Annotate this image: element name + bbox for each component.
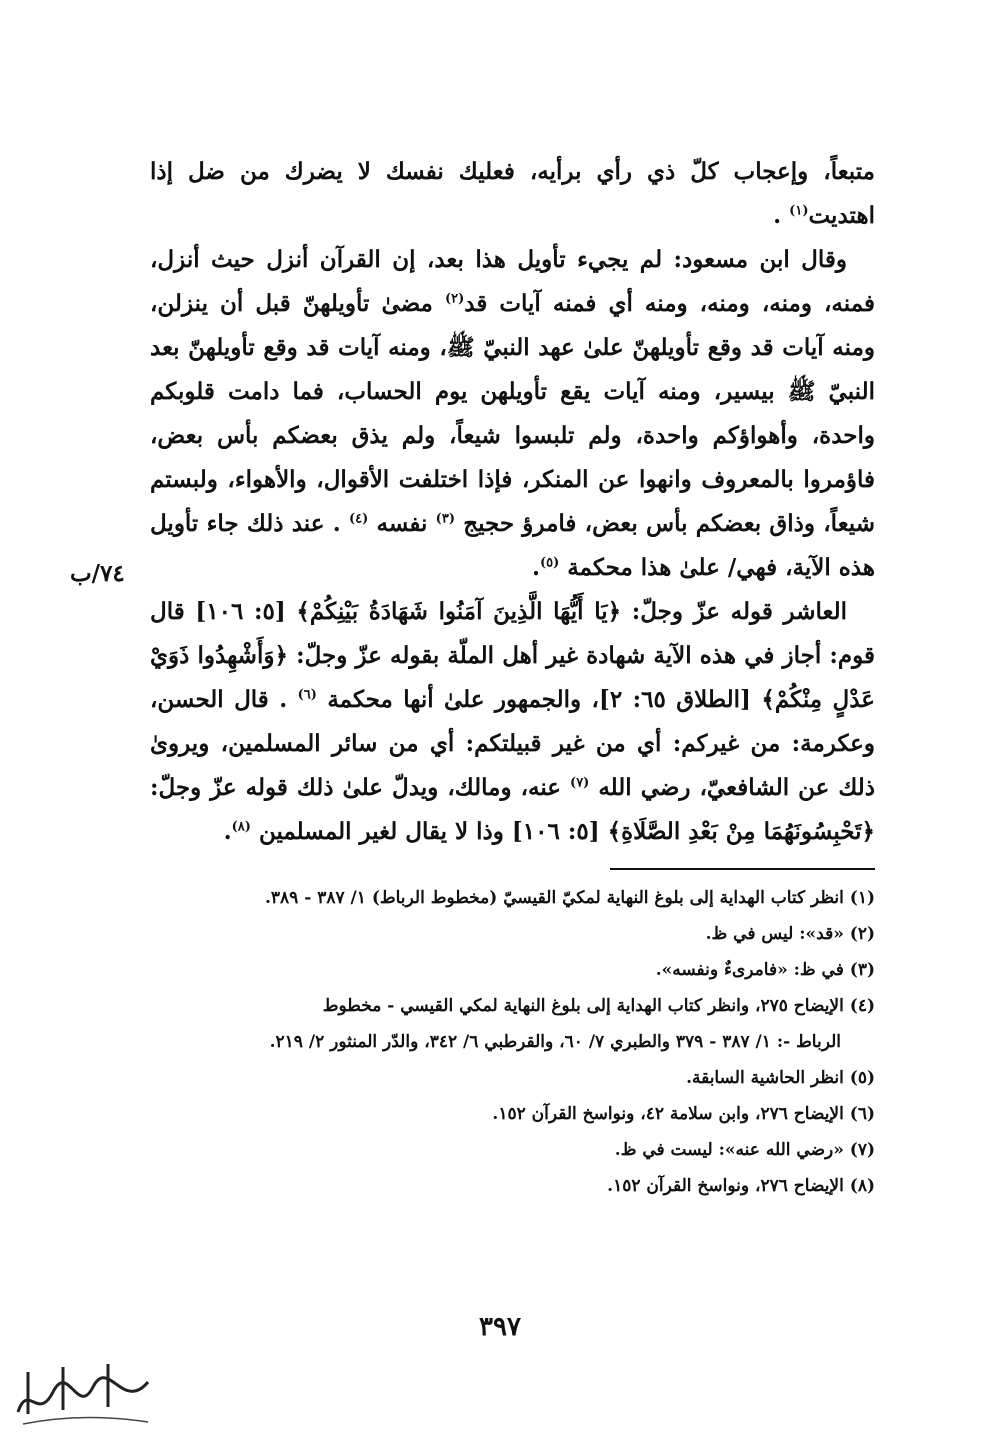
quran-verse: ﴿وَأَشْهِدُوا ذَوَيْ عَدْلٍ مِنْكُمْ﴾ [150,642,876,713]
main-text [150,150,875,854]
footnote-divider [610,868,875,870]
quran-verse: ﴿يَا أَيُّهَا الَّذِينَ آمَنُوا شَهَادَةُ بَيْنِكُمْ﴾ [296,598,622,625]
text-run: . عند ذلك جاء تأويل هذه الآية، فهي/ علىٰ هذا محكمة [150,510,875,581]
text-run: [٥: ١٠٦] وذا لا يقال لغير المسلمين [258,818,600,845]
footnote-ref: (٨) [231,819,251,835]
page-number: ٣٩٧ [479,1312,521,1342]
footnote-7: (٧) «رضي الله عنه»: ليست في ظ. [614,1140,875,1160]
footnote-2: (٢) «قد»: ليس في ظ. [705,924,875,944]
footnote-ref: (٦) [297,687,317,703]
footnote-ref: (٣) [435,511,455,527]
footnote-6: (٦) الإيضاح ٢٧٦، وابن سلامة ٤٢، ونواسخ القرآن ١٥٢. [492,1104,875,1124]
page-content [150,150,875,1204]
text-run: متبعاً، وإعجاب كلّ ذي رأي برأيه، فعليك نفسك لا يضرك من ضل إذا اهتديت [150,158,875,229]
text-run: مضىٰ تأويلهنّ قبل أن ينزلن، ومنه آيات قد وقع تأويلهنّ علىٰ عهد النبيّ ﷺ، ومنه آيات قد وقع تأويلهنّ بعد النبيّ ﷺ بيسير، ومنه آيات يقع تأويلهن يوم الحساب، فما دامت قلوبكم واحدة، وأهواؤكم واحدة، ولم تلبسوا شيعاً، ولم يذق بعضكم بأس بعض، فاؤمروا بالمعروف وانهوا عن المنكر، فإذا اختلفت الأقوال، والأهواء، ولبستم شيعاً، وذاق بعضكم بأس بعض، فامرؤ حجيج [150,290,875,537]
footnote-4: (٤) الإيضاح ٢٧٥، وانظر كتاب الهداية إلى بلوغ النهاية لمكي القيسي - مخطوط [322,996,875,1016]
footnote-ref: (١) [789,203,809,219]
footnote-4-continued: الرباط -: ١/ ٣٨٧ - ٣٧٩ والطبري ٧/ ٦٠، والقرطبي ٦/ ٣٤٢، والدّر المنثور ٢/ ٢١٩. [269,1032,841,1052]
paragraph-3: العاشر قوله عزّ وجلّ: ﴿يَا أَيُّهَا الَّذِينَ آمَنُوا شَهَادَةُ بَيْنِكُمْ﴾ [٥: ١٠٦] قال قوم: أجاز في هذه الآية شهادة غير أهل الملّة بقوله عزّ وجلّ: ﴿وَأَشْهِدُوا ذَوَيْ عَدْلٍ مِنْكُمْ﴾ [الطلاق ٦٥: ٢]، والجمهور علىٰ أنها محكمة $^{(٦)}$ . قال الحسن، وعكرمة: من غيركم: أي من غير قبيلتكم: أي من سائر المسلمين، ويروىٰ ذلك عن الشافعيّ، رضي الله $^{(٧)}$ عنه، ومالك، ويدلّ علىٰ ذلك قوله عزّ وجلّ: ﴿تَحْبِسُونَهُمَا مِنْ بَعْدِ الصَّلَاةِ﴾ [٥: ١٠٦] وذا لا يقال لغير المسلمين $^{(٨)}$. [150,598,876,845]
text-run: نفسه [376,510,428,537]
footnote-ref: (٤) [348,511,369,527]
footnote-1: (١) انظر كتاب الهداية إلى بلوغ النهاية لمكيّ القيسيّ (مخطوط الرباط) ١/ ٣٨٧ - ٣٨٩. [265,888,875,908]
paragraph-1: متبعاً، وإعجاب كلّ ذي رأي برأيه، فعليك نفسك لا يضرك من ضل إذا اهتديت$^{(١)}$ . [150,158,875,229]
text-run: العاشر قوله عزّ وجلّ: [631,598,847,625]
watermark-logo [8,1352,158,1434]
text-run: عنه، ومالك، ويدلّ علىٰ ذلك قوله عزّ وجلّ: [150,774,562,801]
paragraph-2: وقال ابن مسعود: لم يجيء تأويل هذا بعد، إن القرآن أنزل حيث أنزل، فمنه، ومنه، ومنه، ومنه أي فمنه آيات قد$^{(٢)}$ مضىٰ تأويلهنّ قبل أن ينزلن، ومنه آيات قد وقع تأويلهنّ علىٰ عهد النبيّ ﷺ، ومنه آيات قد وقع تأويلهنّ بعد النبيّ ﷺ بيسير، ومنه آيات يقع تأويلهن يوم الحساب، فما دامت قلوبكم واحدة، وأهواؤكم واحدة، ولم تلبسوا شيعاً، ولم يذق بعضكم بأس بعض، فاؤمروا بالمعروف وانهوا عن المنكر، فإذا اختلفت الأقوال، والأهواء، ولبستم شيعاً، وذاق بعضكم بأس بعض، فامرؤ حجيج $^{(٣)}$ نفسه $^{(٤)}$ . عند ذلك جاء تأويل هذه الآية، فهي/ علىٰ هذا محكمة $^{(٥)}$. [150,246,875,581]
verse-citation: [٥: ١٠٦] [195,598,286,625]
quran-verse: ﴿تَحْبِسُونَهُمَا مِنْ بَعْدِ الصَّلَاةِ﴾ [607,818,875,845]
text-run: قال قوم: أجاز في هذه الآية شهادة غير أهل الملّة بقوله عزّ وجلّ: [150,598,875,669]
footnotes [150,880,875,1204]
text-run: وقال ابن مسعود: لم يجيء تأويل هذا بعد، إن القرآن أنزل حيث أنزل، فمنه، ومنه، ومنه، ومنه أي فمنه آيات قد [150,246,875,317]
text-run: [الطلاق ٦٥: ٢]، والجمهور علىٰ أنها محكمة [327,686,751,713]
text-run: . قال الحسن، وعكرمة: من غيركم: أي من غير قبيلتكم: أي من سائر المسلمين، ويروىٰ ذلك عن الشافعيّ، رضي الله [150,686,875,801]
footnote-ref: (٥) [539,555,560,571]
footnote-5: (٥) انظر الحاشية السابقة. [686,1068,875,1088]
footnote-8: (٨) الإيضاح ٢٧٦، ونواسخ القرآن ١٥٢. [607,1176,875,1196]
footnote-3: (٣) في ظ: «فامرىءٌ ونفسه». [655,960,875,980]
footnote-ref: (٧) [570,775,590,791]
manuscript-folio-marker: ٧٤/ب [70,560,125,587]
footnote-ref: (٢) [444,291,465,307]
